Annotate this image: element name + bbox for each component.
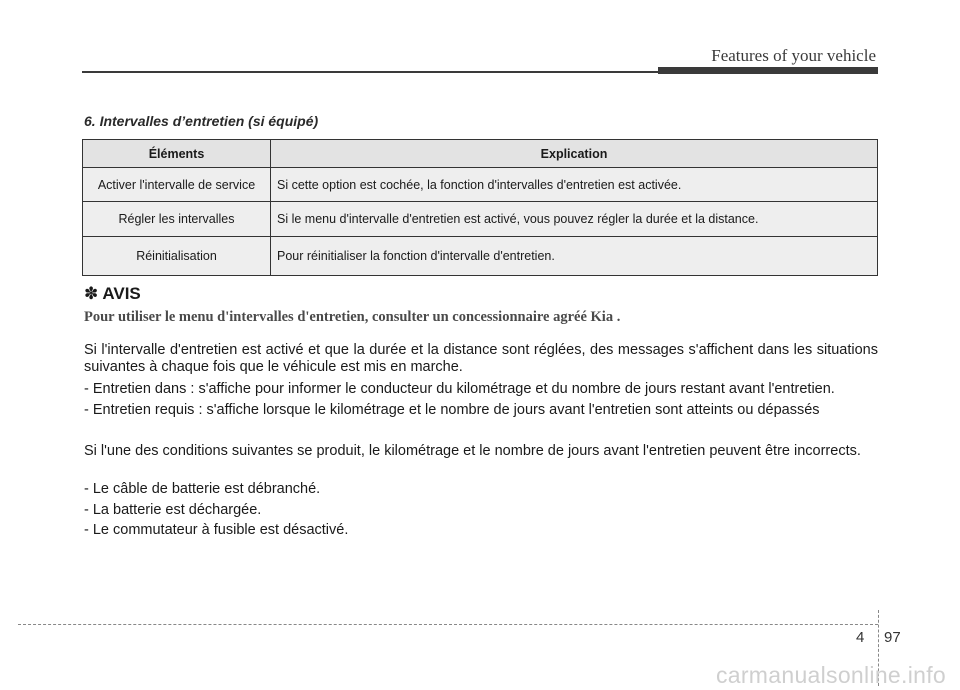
- notice-body: Pour utiliser le menu d'intervalles d'entretien, consulter un concessionnaire agréé Kia .: [84, 309, 621, 325]
- section-title: 6. Intervalles d’entretien (si équipé): [84, 113, 319, 129]
- table-row: [83, 168, 878, 202]
- bullet-item: - Entretien requis : s'affiche lorsque le kilométrage et le nombre de jours avant l'entretien sont atteints ou dépassés: [84, 402, 820, 418]
- table-cell-item: Activer l'intervalle de service: [83, 168, 271, 202]
- table-header-explanation: Explication: [271, 140, 878, 168]
- table-cell-item: Régler les intervalles: [83, 202, 271, 237]
- maintenance-table: [82, 139, 878, 276]
- watermark: carmanualsonline.info: [715, 662, 946, 688]
- table-cell-explanation: Si cette option est cochée, la fonction d'intervalles d'entretien est activée.: [271, 168, 878, 202]
- table-header-items: Éléments: [83, 140, 271, 168]
- table-row: [83, 237, 878, 276]
- table-cell-explanation: Pour réinitialiser la fonction d'intervalle d'entretien.: [271, 237, 878, 276]
- table-cell-item: Réinitialisation: [83, 237, 271, 276]
- paragraph-1: Si l'intervalle d'entretien est activé et que la durée et la distance sont réglées, des messages s'affichent dans les situations suivantes à chaque fois que le véhicule est mis en marche.: [84, 342, 878, 375]
- notice-title: ✽ AVIS: [84, 284, 141, 303]
- header-rule-thick: [658, 67, 878, 74]
- table-cell-explanation: Si le menu d'intervalle d'entretien est activé, vous pouvez régler la durée et la distance.: [271, 202, 878, 237]
- bullet-item: - Le câble de batterie est débranché.: [84, 481, 321, 497]
- bullet-item: - Le commutateur à fusible est désactivé.: [84, 522, 349, 538]
- page-number: 97: [884, 629, 901, 646]
- bullet-item: - Entretien dans : s'affiche pour informer le conducteur du kilométrage et du nombre de jours restant avant l'entretien.: [84, 381, 835, 397]
- header-rule-thin: [82, 71, 658, 73]
- paragraph-2: Si l'une des conditions suivantes se produit, le kilométrage et le nombre de jours avant l'entretien peuvent être incorrects.: [84, 443, 861, 459]
- header-title: Features of your vehicle: [711, 46, 876, 65]
- table-header-row: [83, 140, 878, 168]
- footer-dashed-rule: [18, 624, 878, 625]
- table-row: [83, 202, 878, 237]
- bullet-item: - La batterie est déchargée.: [84, 502, 262, 518]
- page-chapter: 4: [856, 629, 865, 646]
